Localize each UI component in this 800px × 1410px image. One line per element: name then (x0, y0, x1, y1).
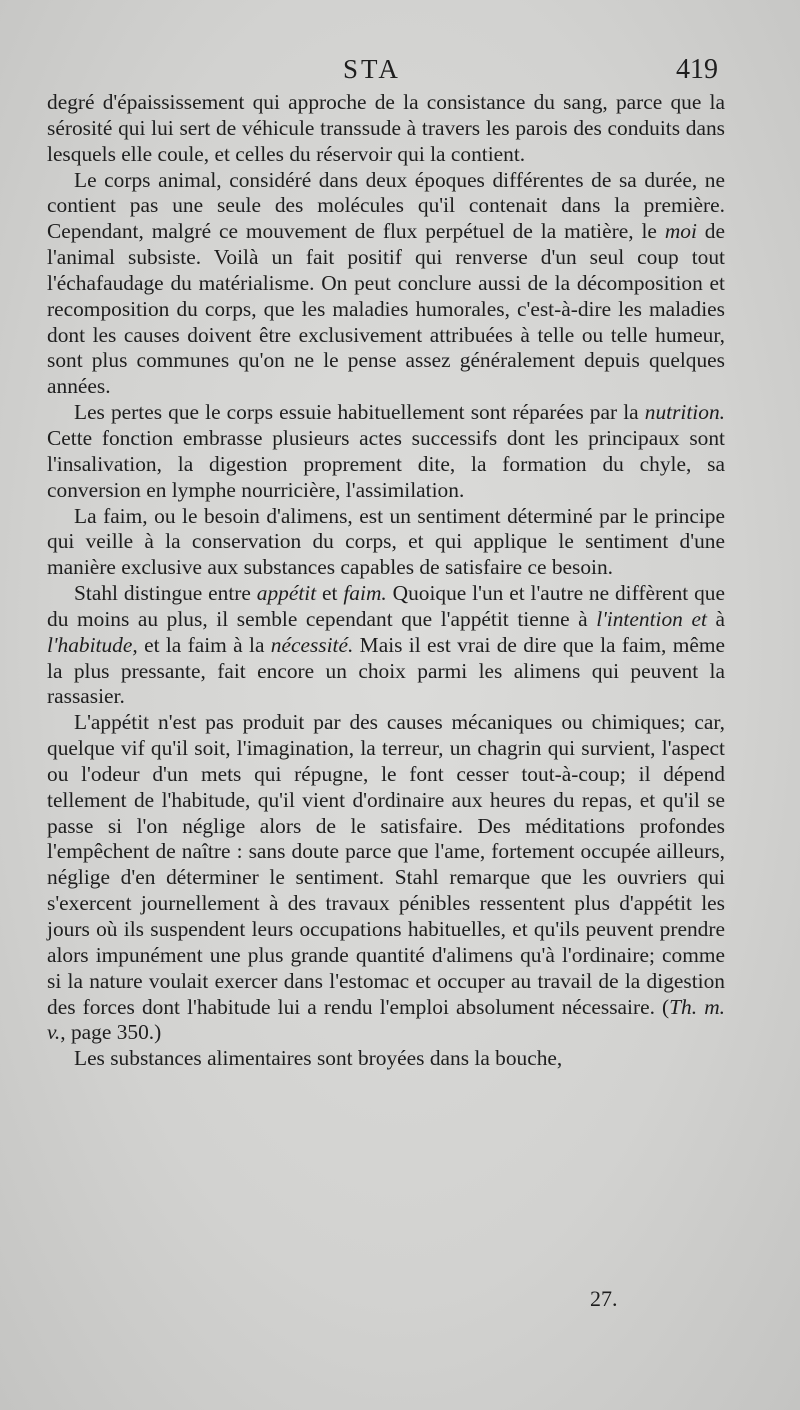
paragraph (47, 168, 725, 401)
text-run: , page 350.) (60, 1020, 162, 1045)
paragraph (47, 90, 725, 168)
text-run: et la faim à la (137, 632, 271, 657)
text-run: Cette fonction embrasse plusieurs actes successifs dont les principaux sont l'insalivation, la digestion proprement dite, la formation du chyle, sa conversion en lymphe nourricière, l'assimilation. (47, 425, 725, 502)
text-run: et (316, 581, 344, 606)
text-run: La faim, ou le besoin d'alimens, est un sentiment déterminé par le principe qui veille à la conservation du corps, et qui applique le sentiment d'une manière exclusive aux substances capables de satisfaire ce besoin. (47, 503, 725, 580)
italic-run: nécessité. (270, 632, 354, 657)
italic-run: Th. m. v. (47, 994, 725, 1045)
text-run: de l'animal subsiste. Voilà un fait positif qui renverse d'un seul coup tout l'échafaudage du matérialisme. On peut conclure aussi de la décomposition et recomposition du corps, que les maladies humorales, c'est-à-dire les maladies dont les causes doivent être exclusivement attribuées à telle ou telle humeur, sont plus communes qu'on ne le pense assez généralement depuis quelques années. (47, 219, 725, 399)
paragraph (47, 581, 725, 710)
paragraph (47, 1046, 725, 1072)
running-head (0, 54, 800, 90)
italic-run: l'habitude, (47, 632, 138, 657)
italic-run: appétit (256, 581, 317, 606)
text-run: Mais il est vrai de dire que la faim, même la plus pressante, fait encore un choix parmi les alimens qui peuvent la rassasier. (47, 632, 725, 709)
italic-run: moi (664, 219, 697, 244)
text-run: Le corps animal, considéré dans deux époques différentes de sa durée, ne contient pas une seule des molécules qu'il contenait dans la première. Cependant, malgré ce mouvement de flux perpétuel de la matière, le (47, 167, 725, 244)
text-run: degré d'épaississement qui approche de la consistance du sang, parce que la sérosité qui lui sert de véhicule transsude à travers les parois des conduits dans lesquels elle coule, et celles du réservoir qui la contient. (47, 90, 725, 166)
paragraph (47, 710, 725, 1046)
text-run: Stahl distingue entre (74, 581, 257, 606)
text-run: L'appétit n'est pas produit par des causes mécaniques ou chimiques; car, quelque vif qu'il soit, l'imagination, la terreur, un chagrin qui survient, l'aspect ou l'odeur d'un mets qui répugne, le font cesser tout-à-coup; il dépend tellement de l'habitude, qu'il vient d'ordinaire aux heures du repas, et qu'il se passe si l'on néglige alors de le satisfaire. Des méditations profondes l'empêchent de naître : sans doute parce que l'ame, fortement occupée ailleurs, néglige d'en déterminer le sentiment. Stahl remarque que les ouvriers qui s'exercent journellement à des travaux pénibles ressentent plus d'appétit les jours où ils suspendent leurs occupations habituelles, et qu'ils peuvent prendre alors impunément une plus grande quantité d'alimens qu'à l'ordinaire; comme si la nature voulait exercer dans l'estomac et occuper au travail de la digestion des forces dont l'habitude lui a rendu l'emploi absolument nécessaire. ( (47, 710, 725, 1019)
paragraph (47, 400, 725, 503)
italic-run: l'intention (596, 606, 683, 631)
italic-run: faim. (343, 581, 387, 606)
italic-run: et (691, 606, 707, 631)
text-run: Les pertes que le corps essuie habituellement sont réparées par la (74, 400, 645, 425)
signature-mark: 27. (590, 1286, 618, 1311)
body-text (47, 90, 725, 1072)
italic-run: nutrition. (644, 400, 725, 425)
running-head-title: STA (343, 54, 401, 84)
text-run: Les substances alimentaires sont broyées dans la bouche, (74, 1046, 563, 1071)
paragraph (47, 504, 725, 582)
text-run: Quoique l'un et l'autre ne diffèrent que du moins au plus, il semble cependant que l'appétit tienne à (47, 581, 725, 631)
text-run: à (706, 606, 725, 631)
page-number: 419 (676, 54, 718, 85)
